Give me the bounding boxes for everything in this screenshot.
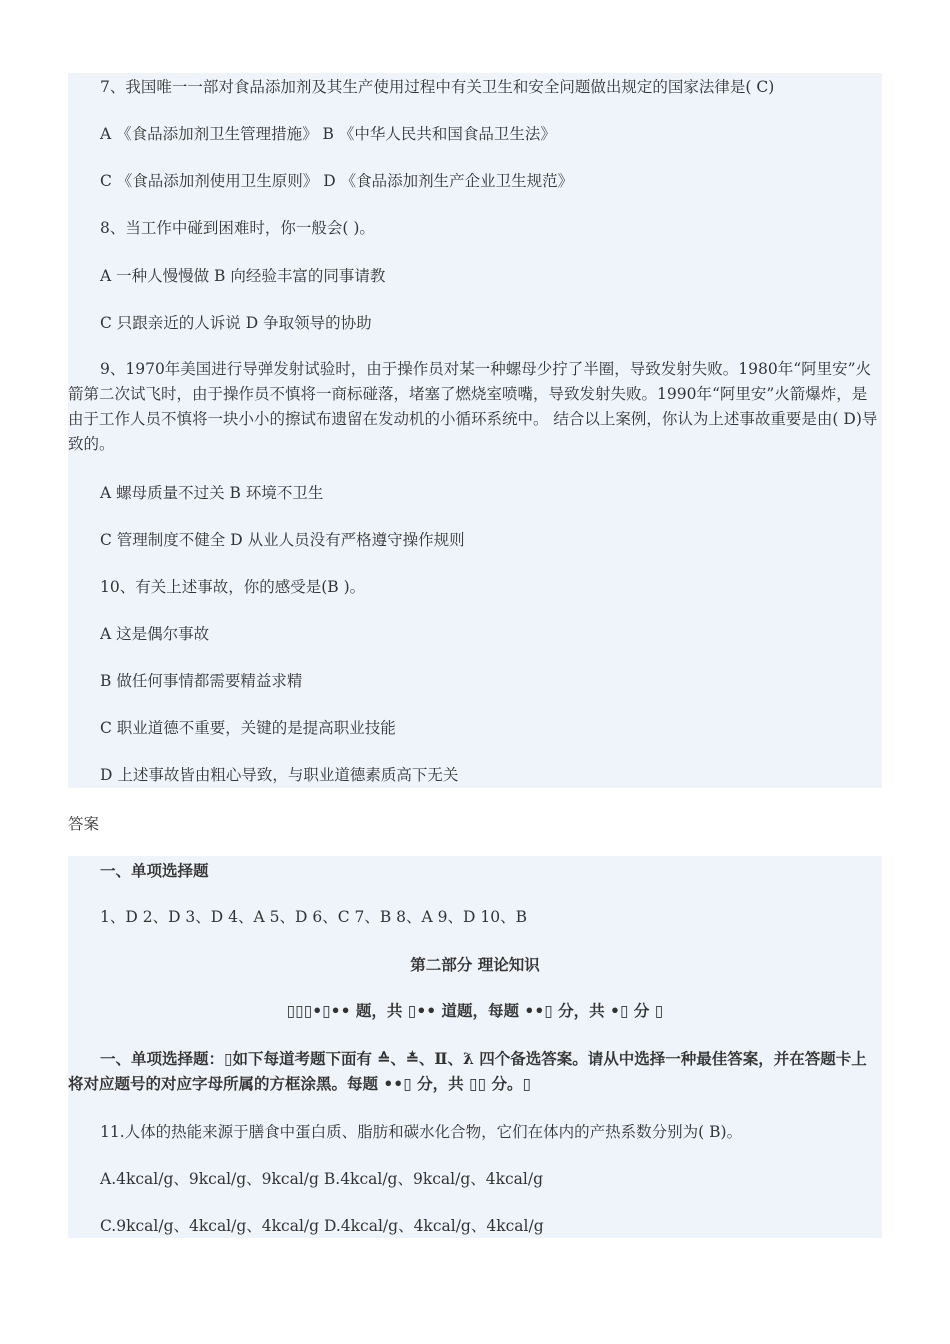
question-8: 8、当工作中碰到困难时，你一般会( )。 <box>100 219 375 237</box>
question-10-option-a: A 这是偶尔事故 <box>100 625 210 643</box>
question-10-option-d: D 上述事故皆由粗心导致，与职业道德素质高下无关 <box>100 766 459 784</box>
question-10-option-c: C 职业道德不重要，关键的是提高职业技能 <box>100 719 396 737</box>
question-11-options-cd: C.9kcal/g、4kcal/g、4kcal/g D.4kcal/g、4kcal/g、4kcal/g <box>100 1217 544 1235</box>
answers-section-title: 一、单项选择题 <box>100 861 209 880</box>
question-7: 7、我国唯一一部对食品添加剂及其生产使用过程中有关卫生和安全问题做出规定的国家法律是( C) <box>100 78 775 96</box>
question-8-options-cd: C 只跟亲近的人诉说 D 争取领导的协助 <box>100 314 372 332</box>
question-9-options-cd: C 管理制度不健全 D 从业人员没有严格遵守操作规则 <box>100 531 465 549</box>
answers-label: 答案 <box>68 815 100 833</box>
question-8-options-ab: A 一种人慢慢做 B 向经验丰富的同事请教 <box>100 267 386 285</box>
question-10-option-b: B 做任何事情都需要精益求精 <box>100 672 303 690</box>
part2-instructions: 一、单项选择题：▯如下每道考题下面有 ≙、≛、Ⅱ、ƛ 四个备选答案。请从中选择一种最佳答案，并在答题卡上将对应题号的对应字母所属的方框涂黑。每题 ••▯ 分，共 ▯▯ 分。▯ <box>68 1049 867 1093</box>
question-11-options-ab: A.4kcal/g、9kcal/g、9kcal/g B.4kcal/g、9kcal/g、4kcal/g <box>100 1170 544 1188</box>
question-7-options-ab: A 《食品添加剂卫生管理措施》 B 《中华人民共和国食品卫生法》 <box>100 125 556 143</box>
question-10: 10、有关上述事故，你的感受是(B )。 <box>100 578 366 596</box>
answer-keys: 1、D 2、D 3、D 4、A 5、D 6、C 7、B 8、A 9、D 10、B <box>100 908 527 926</box>
part2-title: 第二部分 理论知识 <box>410 955 540 974</box>
question-9-options-ab: A 螺母质量不过关 B 环境不卫生 <box>100 484 324 502</box>
question-11: 11.人体的热能来源于膳食中蛋白质、脂肪和碳水化合物，它们在体内的产热系数分别为( B)。 <box>100 1123 743 1141</box>
question-9: 9、1970年美国进行导弹发射试验时，由于操作员对某一种螺母少拧了半圈，导致发射失败。1980年“阿里安”火箭第二次试飞时，由于操作员不慎将一商标碰落，堵塞了燃烧室喷嘴，导致发射失败。1990年“阿里安”火箭爆炸，是由于工作人员不慎将一块小小的擦试布遗留在发动机的小循环系统中。 结合以上案例，你认为上述事故重要是由( D)导致的。 <box>68 360 878 453</box>
part2-subtitle: ▯▯▯•▯•• 题，共 ▯•• 道题，每题 ••▯ 分，共 •▯ 分 ▯ <box>286 1001 664 1020</box>
question-7-options-cd: C 《食品添加剂使用卫生原则》 D 《食品添加剂生产企业卫生规范》 <box>100 172 574 190</box>
